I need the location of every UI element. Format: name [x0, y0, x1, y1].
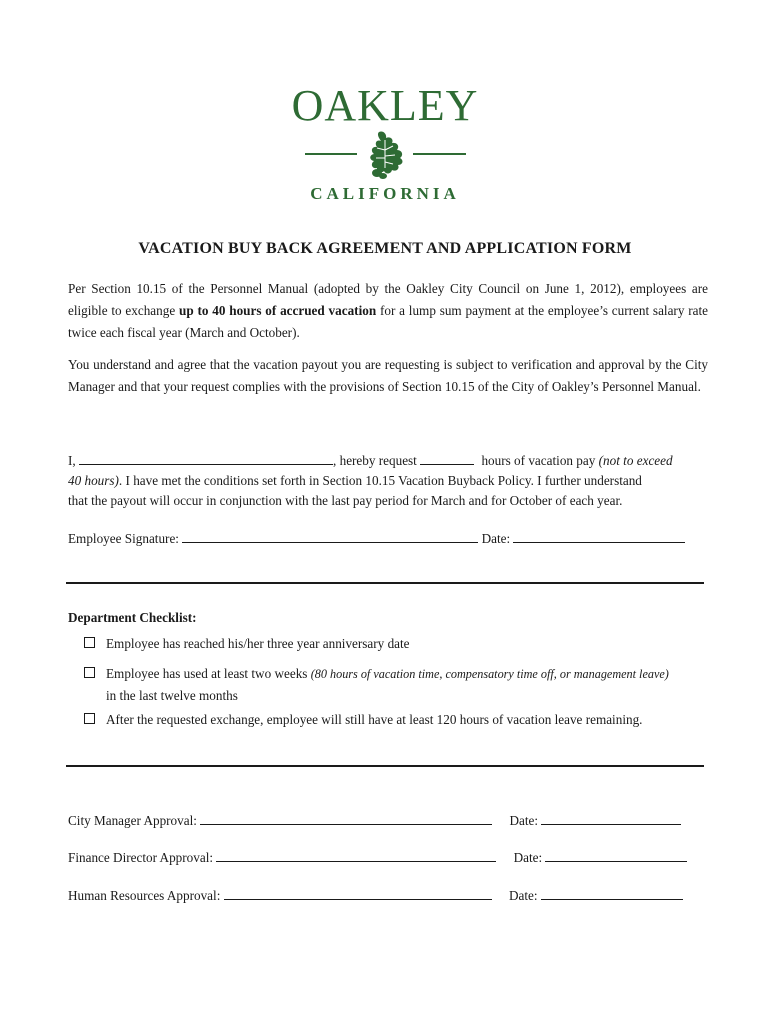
- approval-signature-field[interactable]: [200, 810, 492, 825]
- divider: [66, 765, 704, 767]
- approval-row-city-manager: [68, 810, 681, 832]
- approval-signature-field[interactable]: [224, 885, 492, 900]
- request-hours-text: hours of vacation pay: [481, 453, 596, 468]
- approval-date-label: Date:: [513, 850, 543, 865]
- checkbox[interactable]: [84, 637, 95, 648]
- checklist-item-text: After the requested exchange, employee will still have at least 120 hours of vacation leave remaining.: [106, 712, 643, 727]
- employee-date-label: Date:: [481, 531, 511, 546]
- request-conditions: . I have met the conditions set forth in Section 10.15 Vacation Buyback Policy. I further understand: [118, 473, 642, 488]
- approval-row-human-resources: [68, 885, 683, 907]
- approval-row-finance-director: [68, 847, 687, 869]
- checklist-item-anniversary: [84, 633, 410, 654]
- approval-date-label: Date:: [509, 813, 539, 828]
- checklist-item-detail: (80 hours of vacation time, compensatory time off, or management leave): [310, 667, 669, 681]
- employee-signature-field[interactable]: [182, 528, 478, 543]
- employee-name-field[interactable]: [79, 450, 333, 465]
- form-title: VACATION BUY BACK AGREEMENT AND APPLICATION FORM: [138, 240, 632, 257]
- employee-signature-row: [68, 528, 685, 550]
- agreement-paragraph: You understand and agree that the vacation payout you are requesting is subject to verification and approval by the City Manager and that your request complies with the provisions of Section 10.15 of the City of Oakley’s Personnel Manual.: [68, 357, 708, 394]
- approval-label: Human Resources Approval:: [68, 888, 221, 903]
- divider: [66, 582, 704, 584]
- request-limit-text-2: 40 hours): [68, 473, 119, 488]
- approval-date-field[interactable]: [545, 847, 687, 862]
- approval-date-field[interactable]: [541, 810, 681, 825]
- approval-date-field[interactable]: [541, 885, 683, 900]
- request-limit-text: (not to exceed: [598, 453, 673, 468]
- logo-rule-right: [413, 153, 466, 155]
- logo-wordmark: OAKLEY: [291, 81, 479, 130]
- checklist-heading: Department Checklist:: [68, 610, 197, 625]
- approval-label: Finance Director Approval:: [68, 850, 214, 865]
- logo-rule-left: [305, 153, 357, 155]
- approval-signature-field[interactable]: [216, 847, 496, 862]
- request-line-2: [68, 470, 642, 492]
- request-line-3: that the payout will occur in conjunction with the last pay period for March and for October of each year.: [68, 493, 623, 508]
- logo-subtitle: CALIFORNIA: [310, 184, 460, 203]
- checkbox[interactable]: [84, 667, 95, 678]
- checklist-item-text: Employee has used at least two weeks: [106, 666, 308, 681]
- intro-text-bold: up to 40 hours of accrued vacation: [179, 303, 377, 318]
- checkbox[interactable]: [84, 713, 95, 724]
- request-i: I,: [68, 453, 76, 468]
- intro-text-b: for a lump sum payment at the employee’s current salary rate twice each fiscal year (March and October).: [68, 303, 708, 340]
- intro-paragraph: [68, 278, 708, 344]
- request-hereby: , hereby request: [333, 453, 417, 468]
- approval-label: City Manager Approval:: [68, 813, 197, 828]
- checklist-item-text-cont: in the last twelve months: [106, 688, 238, 703]
- hours-requested-field[interactable]: [420, 450, 474, 465]
- employee-date-field[interactable]: [513, 528, 685, 543]
- employee-signature-label: Employee Signature:: [68, 531, 179, 546]
- request-line-1: [68, 450, 673, 472]
- checklist-item-text: Employee has reached his/her three year anniversary date: [106, 636, 410, 651]
- checklist-item-usage: [84, 663, 724, 706]
- oak-leaf-icon: [355, 128, 417, 180]
- checklist-item-balance: [84, 709, 642, 730]
- intro-text-a: Per Section 10.15 of the Personnel Manual (adopted by the Oakley City Council on June 1, 2012), employees are eligible to exchange: [68, 281, 708, 318]
- approval-date-label: Date:: [508, 888, 538, 903]
